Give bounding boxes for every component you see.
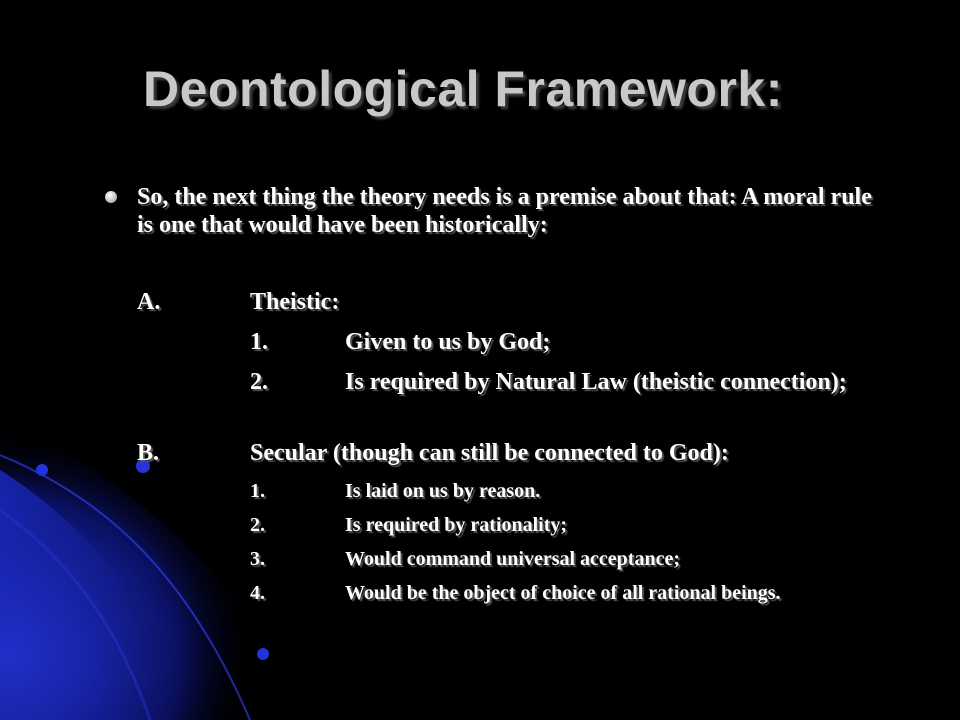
bullet-text-line-2: is one that would have been historically: xyxy=(137,212,548,238)
decorative-dot-1 xyxy=(36,464,48,476)
section-a-item-1-num: 1. xyxy=(250,329,268,355)
section-a-item-2-text: Is required by Natural Law (theistic connection); xyxy=(345,369,847,395)
slide-title: Deontological Framework: xyxy=(143,61,783,117)
section-b-item-3-text: Would command universal acceptance; xyxy=(345,548,680,570)
section-a-marker: A. xyxy=(137,289,161,315)
section-b-item-1-num: 1. xyxy=(250,480,265,502)
section-b-item-4-text: Would be the object of choice of all rational beings. xyxy=(345,582,781,604)
section-b-item-1-text: Is laid on us by reason. xyxy=(345,480,541,502)
section-b-label: Secular (though can still be connected to God): xyxy=(250,440,729,466)
bullet-dot-icon xyxy=(105,191,117,203)
section-b-item-3-num: 3. xyxy=(250,548,265,570)
section-a-item-1-text: Given to us by God; xyxy=(345,329,551,355)
decorative-dot-3 xyxy=(257,648,269,660)
section-a-item-2-num: 2. xyxy=(250,369,268,395)
section-a-label: Theistic: xyxy=(250,289,340,315)
section-b-item-2-num: 2. xyxy=(250,514,265,536)
bullet-text-line-1: So, the next thing the theory needs is a premise about that: A moral rule xyxy=(137,184,872,210)
section-b-item-2-text: Is required by rationality; xyxy=(345,514,568,536)
section-b-marker: B. xyxy=(137,440,160,466)
section-b-item-4-num: 4. xyxy=(250,582,265,604)
